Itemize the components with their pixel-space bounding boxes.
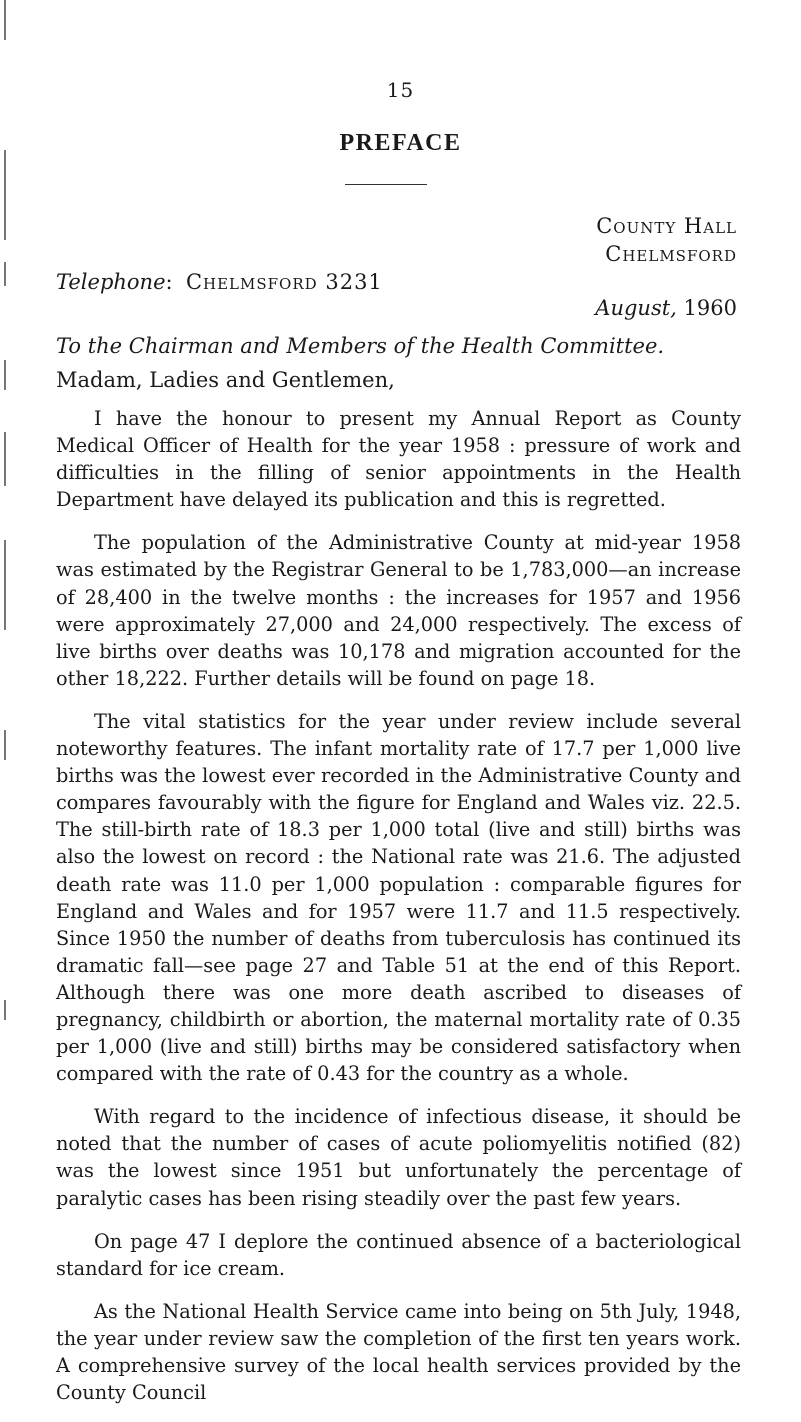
page-title: PREFACE	[339, 130, 462, 156]
telephone-number: Chelmsford 3231	[185, 270, 383, 294]
paragraph: As the National Health Service came into being on 5th July, 1948, the year under review saw the completion of the first ten years work. A comprehensive survey of the local health services provided by the County Council	[56, 1299, 741, 1405]
title-divider	[345, 184, 427, 185]
paragraph: On page 47 I deplore the continued absence of a bacteriological standard for ice cream.	[56, 1229, 741, 1280]
paragraph: The population of the Administrative County at mid-year 1958 was estimated by the Registrar General to be 1,783,000—an increase of 28,400 in the twelve months : the increases for 1957 and 1956 were approximately 27,000 and 24,000 respectively. The excess of live births over deaths was 10,178 and migration accounted for the other 18,222. Further details will be found on page 18.	[56, 531, 741, 690]
telephone-line	[56, 270, 383, 294]
paragraph: I have the honour to present my Annual Report as County Medical Officer of Health for the year 1958 : pressure of work and difficulties in the filling of senior appointments in the Health Department have delayed its publication and this is regretted.	[56, 407, 741, 512]
date-year: 1960	[683, 296, 737, 320]
paragraph: The vital statistics for the year under review include several noteworthy features. The infant mortality rate of 17.7 per 1,000 live births was the lowest ever recorded in the Administrative County and compares favourably with the figure for England and Wales viz. 22.5. The still-birth rate of 18.3 per 1,000 total (live and still) births was also the lowest on record : the National rate was 21.6. The adjusted death rate was 11.0 per 1,000 population : comparable figures for England and Wales and for 1957 were 11.7 and 11.5 respectively. Since 1950 the number of deaths from tuberculosis has continued its dramatic fall—see page 27 and Table 51 at the end of this Report. Although there was one more death ascribed to diseases of pregnancy, childbirth or abortion, the maternal mortality rate of 0.35 per 1,000 (live and still) births may be considered satisfactory when compared with the rate of 0.43 for the country as a whole.	[56, 709, 741, 1086]
address-line-2: Chelmsford	[605, 242, 737, 266]
addressee: To the Chairman and Members of the Health Committee.	[56, 334, 665, 358]
address-line-1: County Hall	[596, 214, 737, 238]
telephone-label: Telephone	[56, 270, 166, 294]
telephone-colon: :	[165, 270, 186, 294]
page-number: 15	[386, 78, 415, 102]
letter-date	[595, 296, 737, 320]
salutation: Madam, Ladies and Gentlemen,	[56, 368, 395, 392]
letter-body	[56, 405, 741, 1422]
scan-margin-marks	[0, 0, 12, 1419]
paragraph: With regard to the incidence of infectious disease, it should be noted that the number of cases of acute poliomyelitis notified (82) was the lowest since 1951 but unfortunately the percentage of paralytic cases has been rising steadily over the past few years.	[56, 1105, 741, 1210]
date-month: August,	[595, 296, 677, 320]
